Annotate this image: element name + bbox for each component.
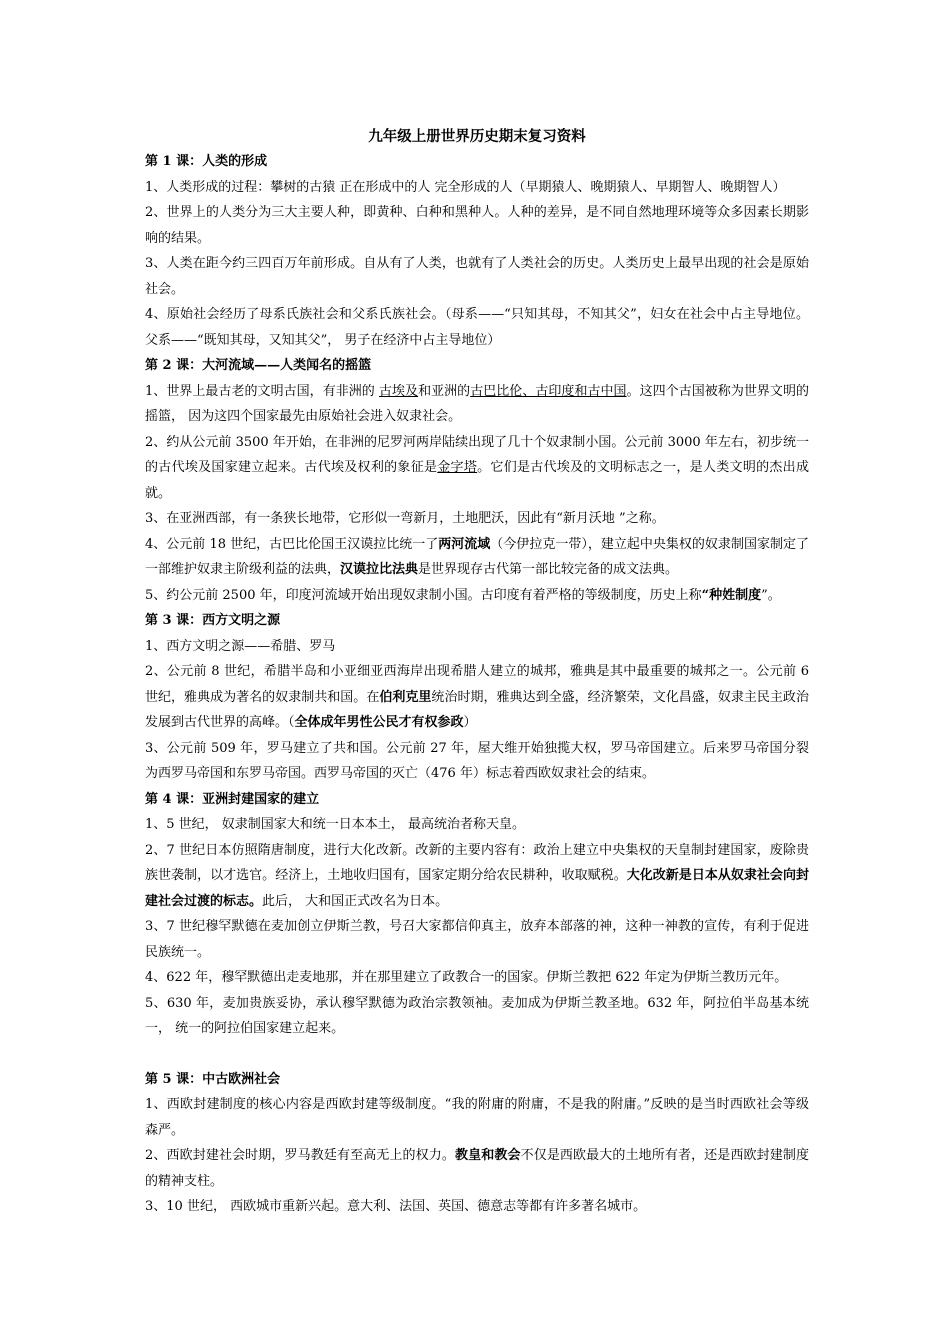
text-segment: 2、7 世纪日本仿照隋唐制度，进行大化改新。改新的主要内容有：政治上建立中央集权的天皇制封建国家，废除贵族世袭制，以才选官。经济上，土地收归国有，国家定期分给农民耕种，收取赋税。	[145, 842, 809, 883]
bold-text: 伯利克里	[379, 689, 432, 705]
lesson-item	[145, 506, 809, 532]
text-segment: 2、约从公元前 3500 年开始，在非洲的尼罗河两岸陆续出现了几十个奴隶制小国。公元前 3000 年左右，初步统一的古代埃及国家建立起来。古代埃及权利的象征是	[145, 434, 809, 475]
lesson-item	[145, 583, 809, 609]
text-segment: 此后， 大和国正式改名为日本。	[262, 893, 449, 909]
text-segment: 不仅是西欧最大的土地所有者，还是西欧封建制度的精神支柱。	[145, 1148, 809, 1189]
text-segment: 统治时期，雅典达到全盛，经济繁荣，文化昌盛，奴隶主民主政治发展到古代世界的高峰。（	[145, 689, 809, 730]
lesson-item	[145, 838, 809, 915]
lesson-section	[145, 1067, 809, 1220]
text-segment: 4、公元前 18 世纪，古巴比伦国王汉谟拉比统一了	[145, 536, 439, 552]
text-segment: 。这四个古国被称为世界文明的摇篮， 因为这四个国家最先由原始社会进入奴隶社会。	[145, 383, 809, 424]
lesson-item	[145, 430, 809, 507]
text-segment: 3、人类在距今约三四百万年前形成。自从有了人类，也就有了人类社会的历史。人类历史上最早出现的社会是原始社会。	[145, 256, 809, 297]
lesson-item	[145, 634, 809, 660]
lesson-list	[145, 149, 809, 1220]
text-segment: 1、世界上最古老的文明古国，有非洲的	[145, 383, 379, 399]
lesson-item	[145, 379, 809, 430]
text-segment: 1、西欧封建制度的核心内容是西欧封建等级制度。“我的附庸的附庸，不是我的附庸。”反映的是当时西欧社会等级森严。	[145, 1097, 809, 1138]
lesson-title: 第 3 课：西方文明之源	[145, 613, 281, 628]
lesson-item	[145, 659, 809, 736]
text-segment: 3、公元前 509 年，罗马建立了共和国。公元前 27 年，屋大维开始独揽大权，罗马帝国建立。后来罗马帝国分裂为西罗马帝国和东罗马帝国。西罗马帝国的灭亡（476 年）标志着西欧奴隶社会的结束。	[145, 740, 809, 781]
lesson-title: 第 2 课：大河流域——人类闻名的摇篮	[145, 358, 372, 373]
text-segment: 4、原始社会经历了母系氏族社会和父系氏族社会。（母系——“只知其母，不知其父”，妇女在社会中占主导地位。父系——“既知其母，又知其父”， 男子在经济中占主导地位）	[145, 307, 809, 348]
text-segment: 1、5 世纪， 奴隶制国家大和统一日本本土， 最高统治者称天皇。	[145, 817, 525, 832]
text-segment: 2、公元前 8 世纪，希腊半岛和小亚细亚西海岸出现希腊人建立的城邦，雅典是其中最重要的城邦之一。公元前 6 世纪，雅典成为著名的奴隶制共和国。在	[145, 664, 809, 705]
lesson-section	[145, 149, 809, 353]
document-page	[145, 124, 809, 1220]
text-segment: ）	[463, 715, 477, 730]
text-segment: 3、10 世纪， 西欧城市重新兴起。意大利、法国、英国、德意志等都有许多著名城市。	[145, 1199, 647, 1214]
lesson-title: 第 5 课：中古欧洲社会	[145, 1071, 281, 1087]
lesson-title: 第 4 课：亚洲封建国家的建立	[145, 791, 320, 807]
underlined-text: 古埃及	[378, 383, 419, 399]
text-segment: 2、西欧封建社会时期，罗马教廷有至高无上的权力。	[145, 1148, 456, 1163]
text-segment: 。它们是古代埃及的文明标志之一，是人类文明的杰出成就。	[145, 460, 809, 501]
document-title: 九年级上册世界历史期末复习资料	[368, 128, 586, 145]
text-segment: 3、7 世纪穆罕默德在麦加创立伊斯兰教，号召大家都信仰真主，放弃本部落的神，这种一神教的宣传，有利于促进民族统一。	[145, 919, 809, 960]
text-segment: 和亚洲的	[418, 383, 471, 399]
underlined-text: 古巴比伦、古印度和古中国	[470, 383, 627, 399]
lesson-item	[145, 991, 809, 1042]
lesson-item	[145, 736, 809, 787]
bold-text: 汉谟拉比法典	[340, 562, 419, 577]
text-segment: 是世界现存古代第一部比较完备的成文法典。	[418, 562, 679, 577]
lesson-item	[145, 175, 809, 201]
lesson-item	[145, 302, 809, 353]
text-segment: 3、在亚洲西部，有一条狭长地带，它形似一弯新月，土地肥沃，因此有“新月沃地 ”之称。	[145, 511, 665, 526]
bold-text: “种姓制度	[701, 587, 762, 603]
lesson-section	[145, 353, 809, 608]
text-segment: ”。	[761, 587, 781, 603]
lesson-item	[145, 1194, 809, 1220]
lesson-item	[145, 1092, 809, 1143]
bold-text: 全体成年男性公民才有权参政	[294, 715, 464, 730]
lesson-item	[145, 200, 809, 251]
text-segment: 5、约公元前 2500 年，印度河流域开始出现奴隶制小国。古印度有着严格的等级制度，历史上称	[145, 587, 702, 603]
lesson-section	[145, 608, 809, 787]
text-segment: 2、世界上的人类分为三大主要人种，即黄种、白种和黑种人。人种的差异，是不同自然地理环境等众多因素长期影响的结果。	[145, 205, 809, 246]
bold-text: 两河流域	[438, 536, 491, 552]
bold-text: 大化改新是日本从奴隶社会向封建社会过渡的标志。	[145, 868, 809, 909]
lesson-section	[145, 787, 809, 1042]
lesson-item	[145, 965, 809, 991]
lesson-item	[145, 1143, 809, 1194]
lesson-item	[145, 914, 809, 965]
text-segment: 5、630 年，麦加贵族妥协，承认穆罕默德为政治宗教领袖。麦加成为伊斯兰教圣地。632 年，阿拉伯半岛基本统一， 统一的阿拉伯国家建立起来。	[145, 995, 809, 1036]
text-segment: 1、人类形成的过程：攀树的古猿 正在形成中的人 完全形成的人（早期猿人、晚期猿人、早期智人、晚期智人）	[145, 179, 786, 195]
lesson-title: 第 1 课：人类的形成	[145, 154, 268, 169]
lesson-item	[145, 812, 809, 838]
blank-line	[145, 1042, 809, 1067]
text-segment: 1、西方文明之源——希腊、罗马	[145, 638, 336, 654]
bold-text: 教皇和教会	[455, 1148, 521, 1163]
lesson-item	[145, 251, 809, 302]
text-segment: 4、622 年，穆罕默德出走麦地那，并在那里建立了政教合一的国家。伊斯兰教把 622 年定为伊斯兰教历元年。	[145, 970, 788, 985]
text-segment: （今伊拉克一带），建立起中央集权的奴隶制国家制定了一部维护奴隶主阶级利益的法典，	[145, 536, 809, 577]
lesson-item	[145, 532, 809, 583]
underlined-text: 金字塔	[437, 460, 478, 475]
